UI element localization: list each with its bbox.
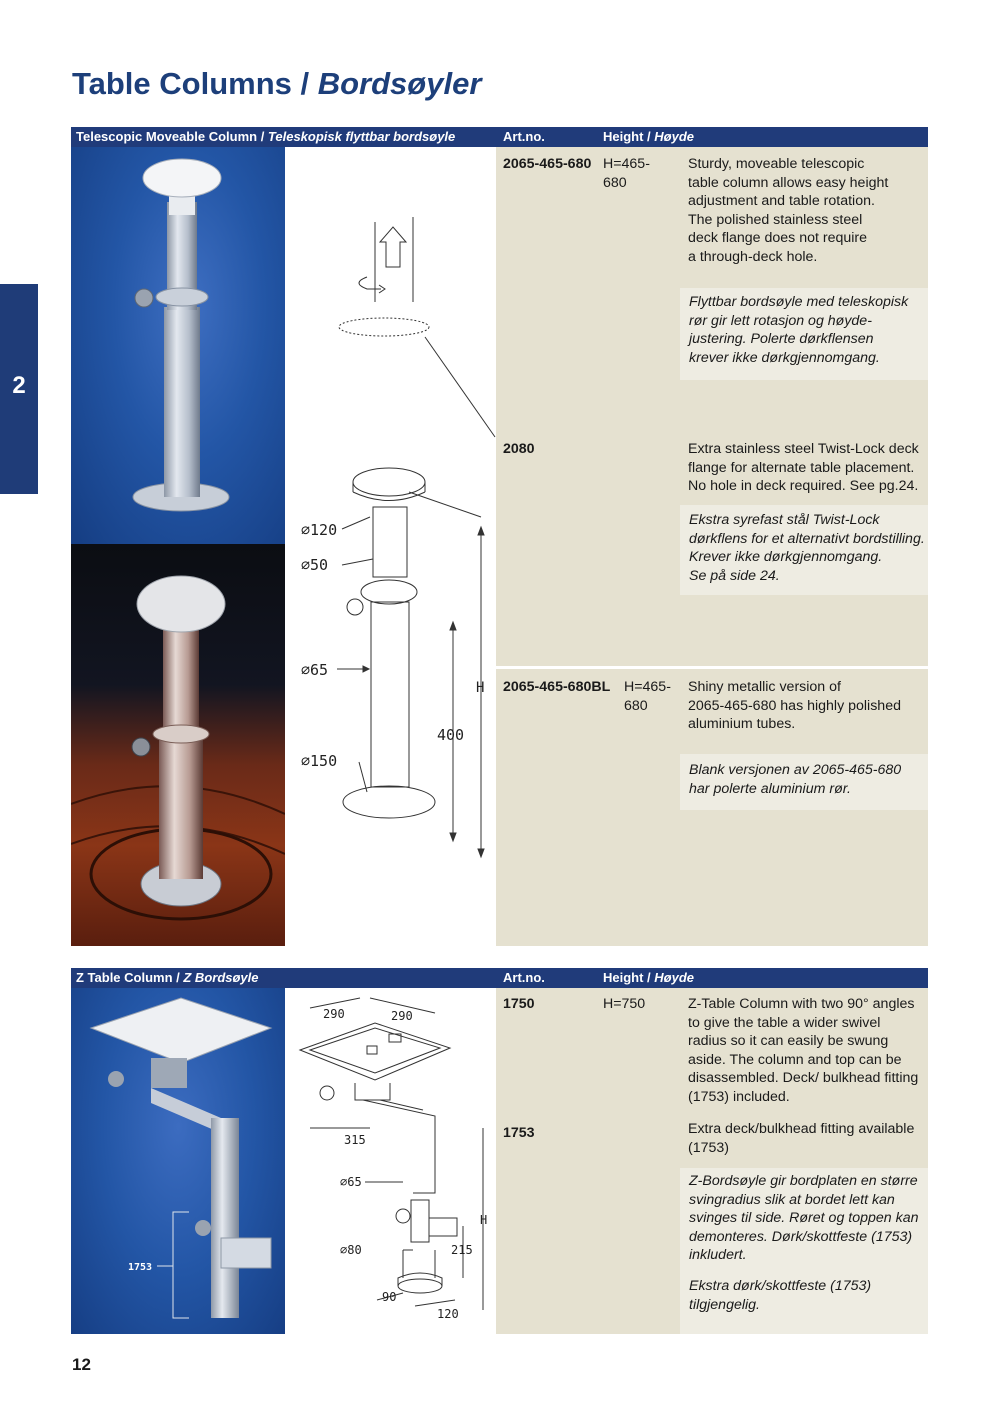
telescopic-col-artno: Art.no. bbox=[503, 129, 545, 144]
deck-column-illustration bbox=[71, 544, 285, 946]
telescopic-header-bar bbox=[71, 127, 928, 147]
dim-290-a: 290 bbox=[323, 1007, 345, 1021]
dim-d80: ∅80 bbox=[340, 1243, 362, 1257]
desc-no-1750: Z-Bordsøyle gir bordplaten en større svingradius slik at bordet lett kan svinges til side. Røret og toppen kan demonteres. Dørk/skottfeste (1753) inkludert. bbox=[689, 1173, 919, 1263]
telescopic-column-deck-photo bbox=[71, 544, 285, 946]
desc-no-1753: Ekstra dørk/skottfeste (1753) tilgjengelig. bbox=[689, 1278, 872, 1313]
telescopic-technical-drawing bbox=[285, 147, 500, 946]
dim-d65: ∅65 bbox=[301, 661, 329, 679]
dim-d120: ∅120 bbox=[301, 521, 338, 539]
ztable-column-photo bbox=[71, 988, 285, 1334]
dim-215: 215 bbox=[451, 1243, 473, 1257]
ztable-col-artno: Art.no. bbox=[503, 970, 545, 985]
desc-en-2065-465-680: Sturdy, moveable telescopic table column allows easy height adjustment and table rotation. The polished stainless steel deck flange does not require a through-deck hole. bbox=[688, 156, 889, 265]
section-tab bbox=[0, 284, 38, 494]
telescopic-column-illustration bbox=[71, 147, 285, 544]
artno-1753: 1753 bbox=[503, 1125, 535, 1141]
telescopic-col-height: Height / Høyde bbox=[603, 129, 695, 144]
page-title: Table Columns / Bordsøyler bbox=[72, 66, 482, 101]
telescopic-header-title: Telescopic Moveable Column / Teleskopisk flyttbar bordsøyle bbox=[76, 129, 456, 144]
artno-2065-465-680BL: 2065-465-680BL bbox=[503, 679, 611, 695]
desc-en-2080: Extra stainless steel Twist-Lock deck flange for alternate table placement. No hole in deck required. See pg.24. bbox=[688, 441, 919, 494]
dim-120: 120 bbox=[437, 1307, 459, 1321]
desc-en-1750: Z-Table Column with two 90° angles to give the table a wider swivel radius so it can easily be swung aside. The column and top can be disassembled. Deck/ bulkhead fitting (1753) included. bbox=[688, 996, 919, 1105]
ztable-column-illustration bbox=[71, 988, 285, 1334]
desc-en-1753: Extra deck/bulkhead fitting available (1753) bbox=[688, 1121, 915, 1156]
artno-2080: 2080 bbox=[503, 441, 535, 457]
ztable-col-height: Height / Høyde bbox=[603, 970, 695, 985]
section-tab-number: 2 bbox=[12, 372, 26, 399]
artno-1750: 1750 bbox=[503, 996, 535, 1012]
ztable-technical-drawing bbox=[285, 988, 500, 1334]
dim-d150: ∅150 bbox=[301, 752, 338, 770]
ztable-header-title: Z Table Column / Z Bordsøyle bbox=[76, 970, 259, 985]
page-number: 12 bbox=[72, 1355, 91, 1374]
ztable-header-bar bbox=[71, 968, 928, 988]
dim-h-z: H bbox=[480, 1213, 488, 1227]
desc-no-2065-465-680: Flyttbar bordsøyle med teleskopisk rør gir lett rotasjon og høyde- justering. Polerte dørkflensen krever ikke dørkgjennomgang. bbox=[689, 294, 909, 366]
dim-290-b: 290 bbox=[391, 1009, 413, 1023]
desc-en-2065-465-680BL: Shiny metallic version of 2065-465-680 has highly polished aluminium tubes. bbox=[688, 679, 901, 732]
telescopic-column-photo bbox=[71, 147, 285, 544]
dim-d50: ∅50 bbox=[301, 556, 329, 574]
desc-no-2080: Ekstra syrefast stål Twist-Lock dørkflens for et alternativt bordstilling. Krever ikke dørkgjennomgang. Se på side 24. bbox=[689, 512, 925, 584]
dim-400: 400 bbox=[437, 726, 465, 744]
desc-no-2065-465-680BL: Blank versjonen av 2065-465-680 har polerte aluminium rør. bbox=[689, 762, 902, 797]
dim-315: 315 bbox=[344, 1133, 366, 1147]
dim-h: H bbox=[476, 680, 485, 696]
height-2065-465-680: H=465- 680 bbox=[603, 156, 650, 191]
dim-90: 90 bbox=[382, 1290, 397, 1304]
height-1750: H=750 bbox=[603, 996, 646, 1012]
photo-label-1753: 1753 bbox=[128, 1262, 153, 1273]
artno-2065-465-680: 2065-465-680 bbox=[503, 156, 592, 172]
height-2065-465-680BL: H=465- 680 bbox=[624, 679, 671, 714]
dim-d65: ∅65 bbox=[340, 1175, 362, 1189]
